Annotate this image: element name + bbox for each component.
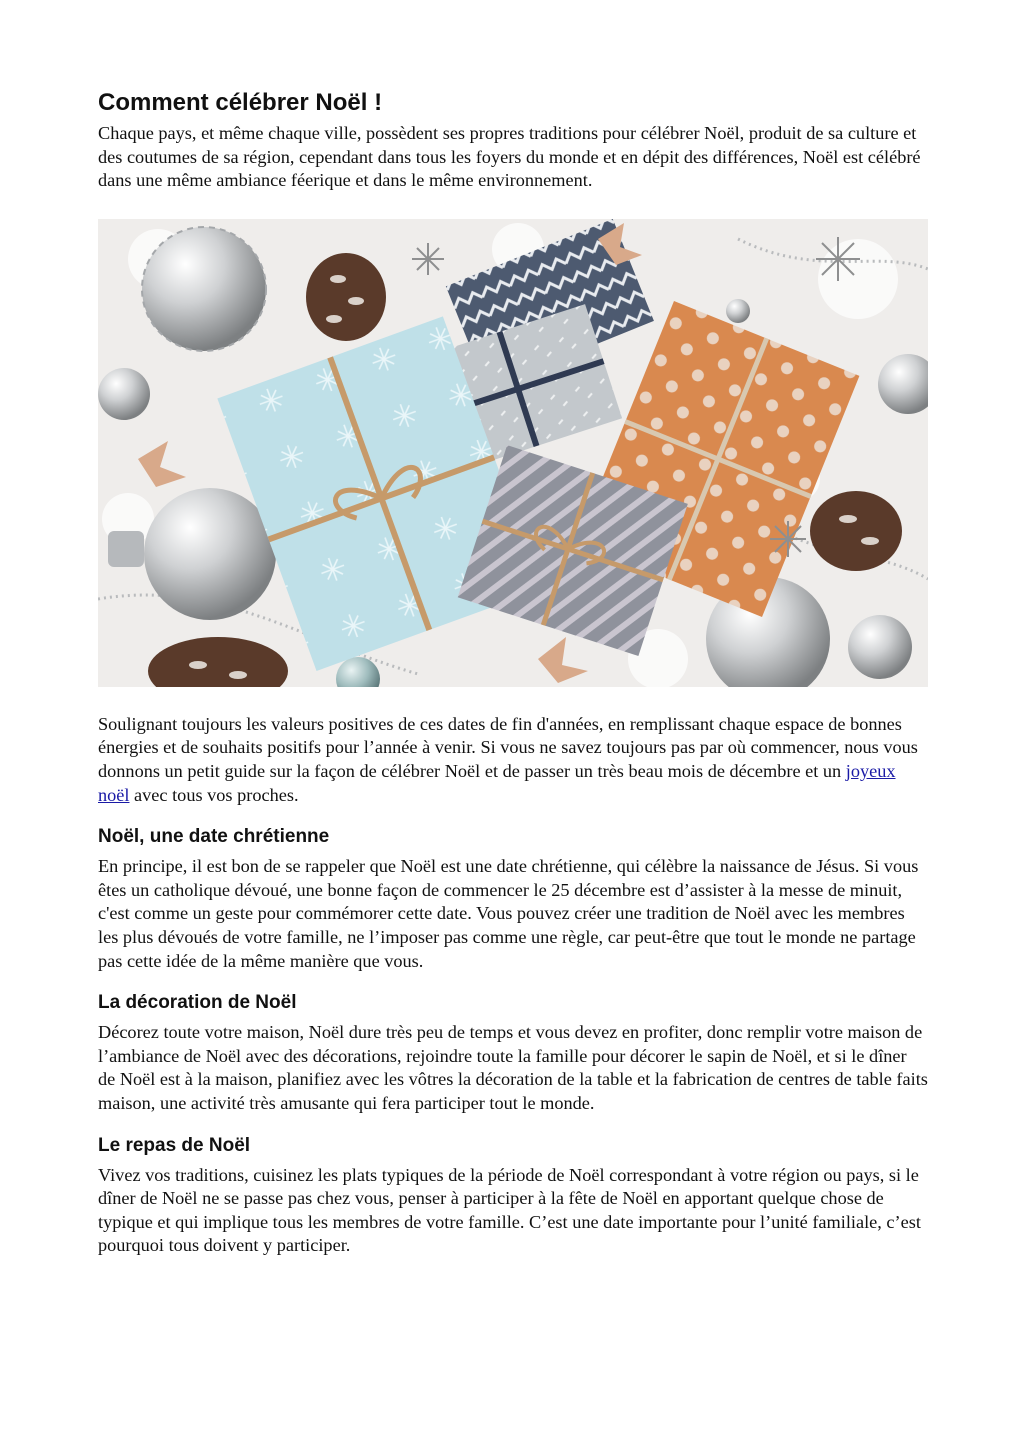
article <box>98 88 928 1258</box>
joyeux-noel-link[interactable]: joyeux noël <box>98 760 896 805</box>
section-heading-decoration: La décoration de Noël <box>98 992 297 1014</box>
second-paragraph-tail: avec tous vos proches. <box>129 784 299 805</box>
section-text-date-chretienne: En principe, il est bon de se rappeler que Noël est une date chrétienne, qui célèbre la naissance de Jésus. Si vous êtes un catholique dévoué, une bonne façon de commencer le 25 décembre est d’assister à la messe de minuit, c'est comme un geste pour commémorer cette date. Vous pouvez créer une tradition de Noël avec les membres les plus dévoués de votre famille, ne l’imposer pas comme une règle, car peut-être que tout le monde ne partage pas cette idée de la même manière que vous. <box>98 856 919 971</box>
christmas-gifts-photo <box>98 219 928 687</box>
second-paragraph <box>98 713 928 807</box>
second-paragraph-text: Soulignant toujours les valeurs positives de ces dates de fin d'années, en remplissant chaque espace de bonnes énergies et de souhaits positifs pour l’année à venir. Si vous ne savez toujours pas par où commencer, nous vous donnons un petit guide sur la façon de célébrer Noël et de passer un très beau mois de décembre et un <box>98 713 918 781</box>
article-title: Comment célébrer Noël ! <box>98 89 383 116</box>
section-heading-date-chretienne: Noël, une date chrétienne <box>98 826 330 848</box>
intro-paragraph: Chaque pays, et même chaque ville, possèdent ses propres traditions pour célébrer Noël, produit de sa culture et des coutumes de sa région, cependant dans tous les foyers du monde et en dépit des différences, Noël est célébré dans une même ambiance féerique et dans le même environnement. <box>98 123 921 191</box>
section-text-decoration: Décorez toute votre maison, Noël dure très peu de temps et vous devez en profiter, donc remplir votre maison de l’ambiance de Noël avec des décorations, rejoindre toute la famille pour décorer le sapin de Noël, et si le dîner de Noël est à la maison, planifiez avec les vôtres la décoration de la table et la fabrication de centres de table faits maison, une activité très amusante qui fera participer tout le monde. <box>98 1022 928 1113</box>
section-heading-repas: Le repas de Noël <box>98 1134 251 1156</box>
section-text-repas: Vivez vos traditions, cuisinez les plats typiques de la période de Noël correspondant à votre région ou pays, si le dîner de Noël ne se passe pas chez vous, penser à participer à la fête de Noël en apportant quelque chose de typique et qui implique tous les membres de votre famille. C’est une date importante pour l’unité familiale, c’est pourquoi tous doivent y participer. <box>98 1164 921 1256</box>
